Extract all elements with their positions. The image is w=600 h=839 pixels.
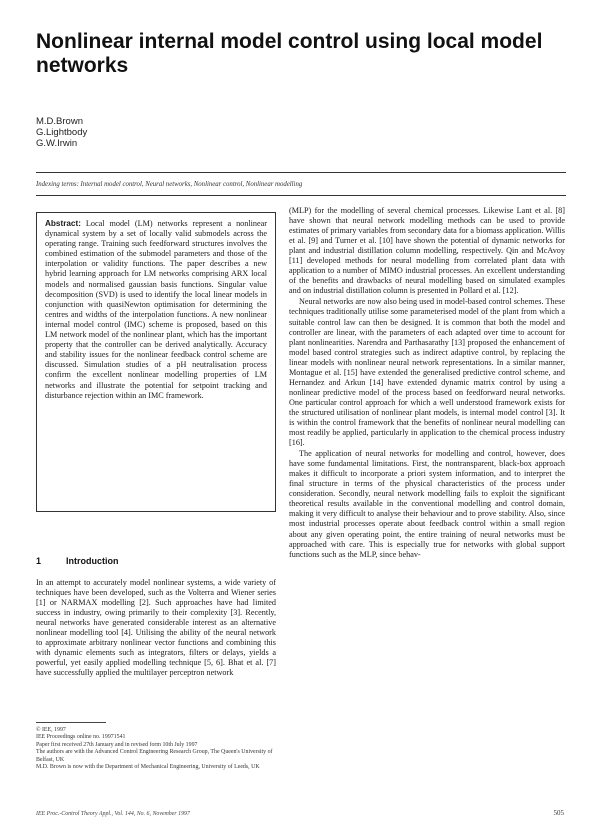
author-name: G.W.Irwin [36,138,78,149]
indexing-terms: Indexing terms: Internal model control, Neural networks, Nonlinear control, Nonlinear modelling [36,181,303,188]
section-number: 1 [36,556,42,566]
intro-paragraph-right-1: (MLP) for the modelling of several chemical processes. Likewise Lant et al. [8] have shown that neural network modelling methods can be used to provide estimates of primary variables from secondary data for a biomass application. Willis et al. [9] and Turner et al. [10] have shown the potential of dynamic networks for plant and industrial distillation column modelling, respectively. Qin and McAvoy [11] developed methods for neural modelling from correlated plant data with application to a number of MIMO industrial processes. An excellent understanding of the benefits and drawbacks of neural modelling based on simulated examples and on industrial distillation column is presented in Pollard et al. [12]. [289,206,565,296]
left-column-body [36,578,276,678]
intro-paragraph-left: In an attempt to accurately model nonlinear systems, a wide variety of techniques have been developed, such as the Volterra and Wiener series [1] or NARMAX modelling [2]. Such approaches have had limited success in industry, owing primarily to their complexity [3]. Recently, neural networks have generated considerable interest as an alternative nonlinear modelling tool [4]. Utilising the ability of the neural network to approximate arbitrary nonlinear vector functions and combining this with dynamic elements such as integrators, filters or delays, yields a powerful, yet easily applied modelling technique [5, 6]. Bhat et al. [7] have successfully applied the multilayer perceptron network [36,578,276,678]
abstract-text: Local model (LM) networks represent a nonlinear dynamical system by a set of locally valid submodels across the operating range. Training such feedforward structures involves the combined estimation of the submodel parameters and those of the interpolation or validity functions. The paper describes a new hybrid learning approach for LM networks comprising ARX local models and normalised gaussian basis functions. Singular value decomposition (SVD) is used to identify the local linear models in conjunction with quasiNewton optimisation for determining the centres and widths of the interpolation functions. A new nonlinear internal model control (IMC) scheme is proposed, based on this LM network model of the nonlinear plant, which has the important property that the controller can be derived analytically. Accuracy and stability issues for the nonlinear feedback control scheme are discussed. Simulation studies of a pH neutralisation process confirm the excellent nonlinear modelling properties of LM networks and illustrate the potential for setpoint tracking and disturbance rejection within an IMC framework. [45,219,267,400]
keywords-divider [36,195,566,196]
footnotes [36,727,276,771]
author-list [36,116,87,149]
author-name: M.D.Brown [36,116,83,127]
footnote-line: IEE Proceedings online no. 19971541 [36,734,126,741]
page-number: 505 [553,809,564,817]
abstract-box [36,212,276,512]
abstract-label: Abstract: [45,219,81,228]
intro-paragraph-right-2: Neural networks are now also being used in model-based control schemes. These techniques traditionally utilise some parameterised model of the plant from which a suitable control law can then be designed. It is common that both the model and controller are linear, with the parameters of each adapted over time to account for plant nonlinearities. Narendra and Parthasarathy [13] proposed the enhancement of model based control strategies such as indirect adaptive control, by replacing the linear models with nonlinear neural network representations. In a similar manner, Montague et al. [15] have extended the generalised predictive control scheme, and Hernandez and Arkun [14] have extended dynamic matrix control by using a nonlinear predictive model of the process based on feedforward neural networks. One particular control approach for which a well understood framework exists for the structured utilisation of nonlinear plant models, is internal model control [3]. It is within the control framework that the benefits of nonlinear neural modelling can most readily be applied, particularly in application to the chemical process industry [16]. [289,297,565,448]
header-divider [36,172,566,173]
footnote-divider [36,722,106,723]
footnote-line: The authors are with the Advanced Control Engineering Research Group, The Queen's University of Belfast, UK [36,749,273,763]
section-heading-introduction [36,556,119,566]
intro-paragraph-right-3: The application of neural networks for modelling and control, however, does have some fundamental limitations. First, the nontransparent, black-box approach makes it difficult to incorporate a priori system information, and to interpret the final structure in terms of the physical characteristics of the process under consideration. Secondly, neural network modelling fails to exploit the significant theoretical results available in the conventional modelling and control domain, making it very difficult to analyse their behaviour and to prove stability. Also, since most industrial processes operate about feedback control within a small region about any given operating point, the entire training of neural networks must be approached with care. This is especially true for networks with global support functions such as the MLP, since behav- [289,449,565,559]
footnote-line: M.D. Brown is now with the Department of Mechanical Engineering, University of Leeds, UK [36,764,260,771]
paper-title: Nonlinear internal model control using local model networks [36,30,543,77]
journal-footer: IEE Proc.-Control Theory Appl., Vol. 144, No. 6, November 1997 [36,811,190,817]
right-column-body [289,206,565,560]
abstract-paragraph [45,219,267,401]
author-name: G.Lightbody [36,127,88,138]
section-title: Introduction [66,556,119,566]
footnote-line: Paper first received 27th January and in revised form 10th July 1997 [36,741,198,748]
footnote-line: © IEE, 1997 [36,727,66,733]
